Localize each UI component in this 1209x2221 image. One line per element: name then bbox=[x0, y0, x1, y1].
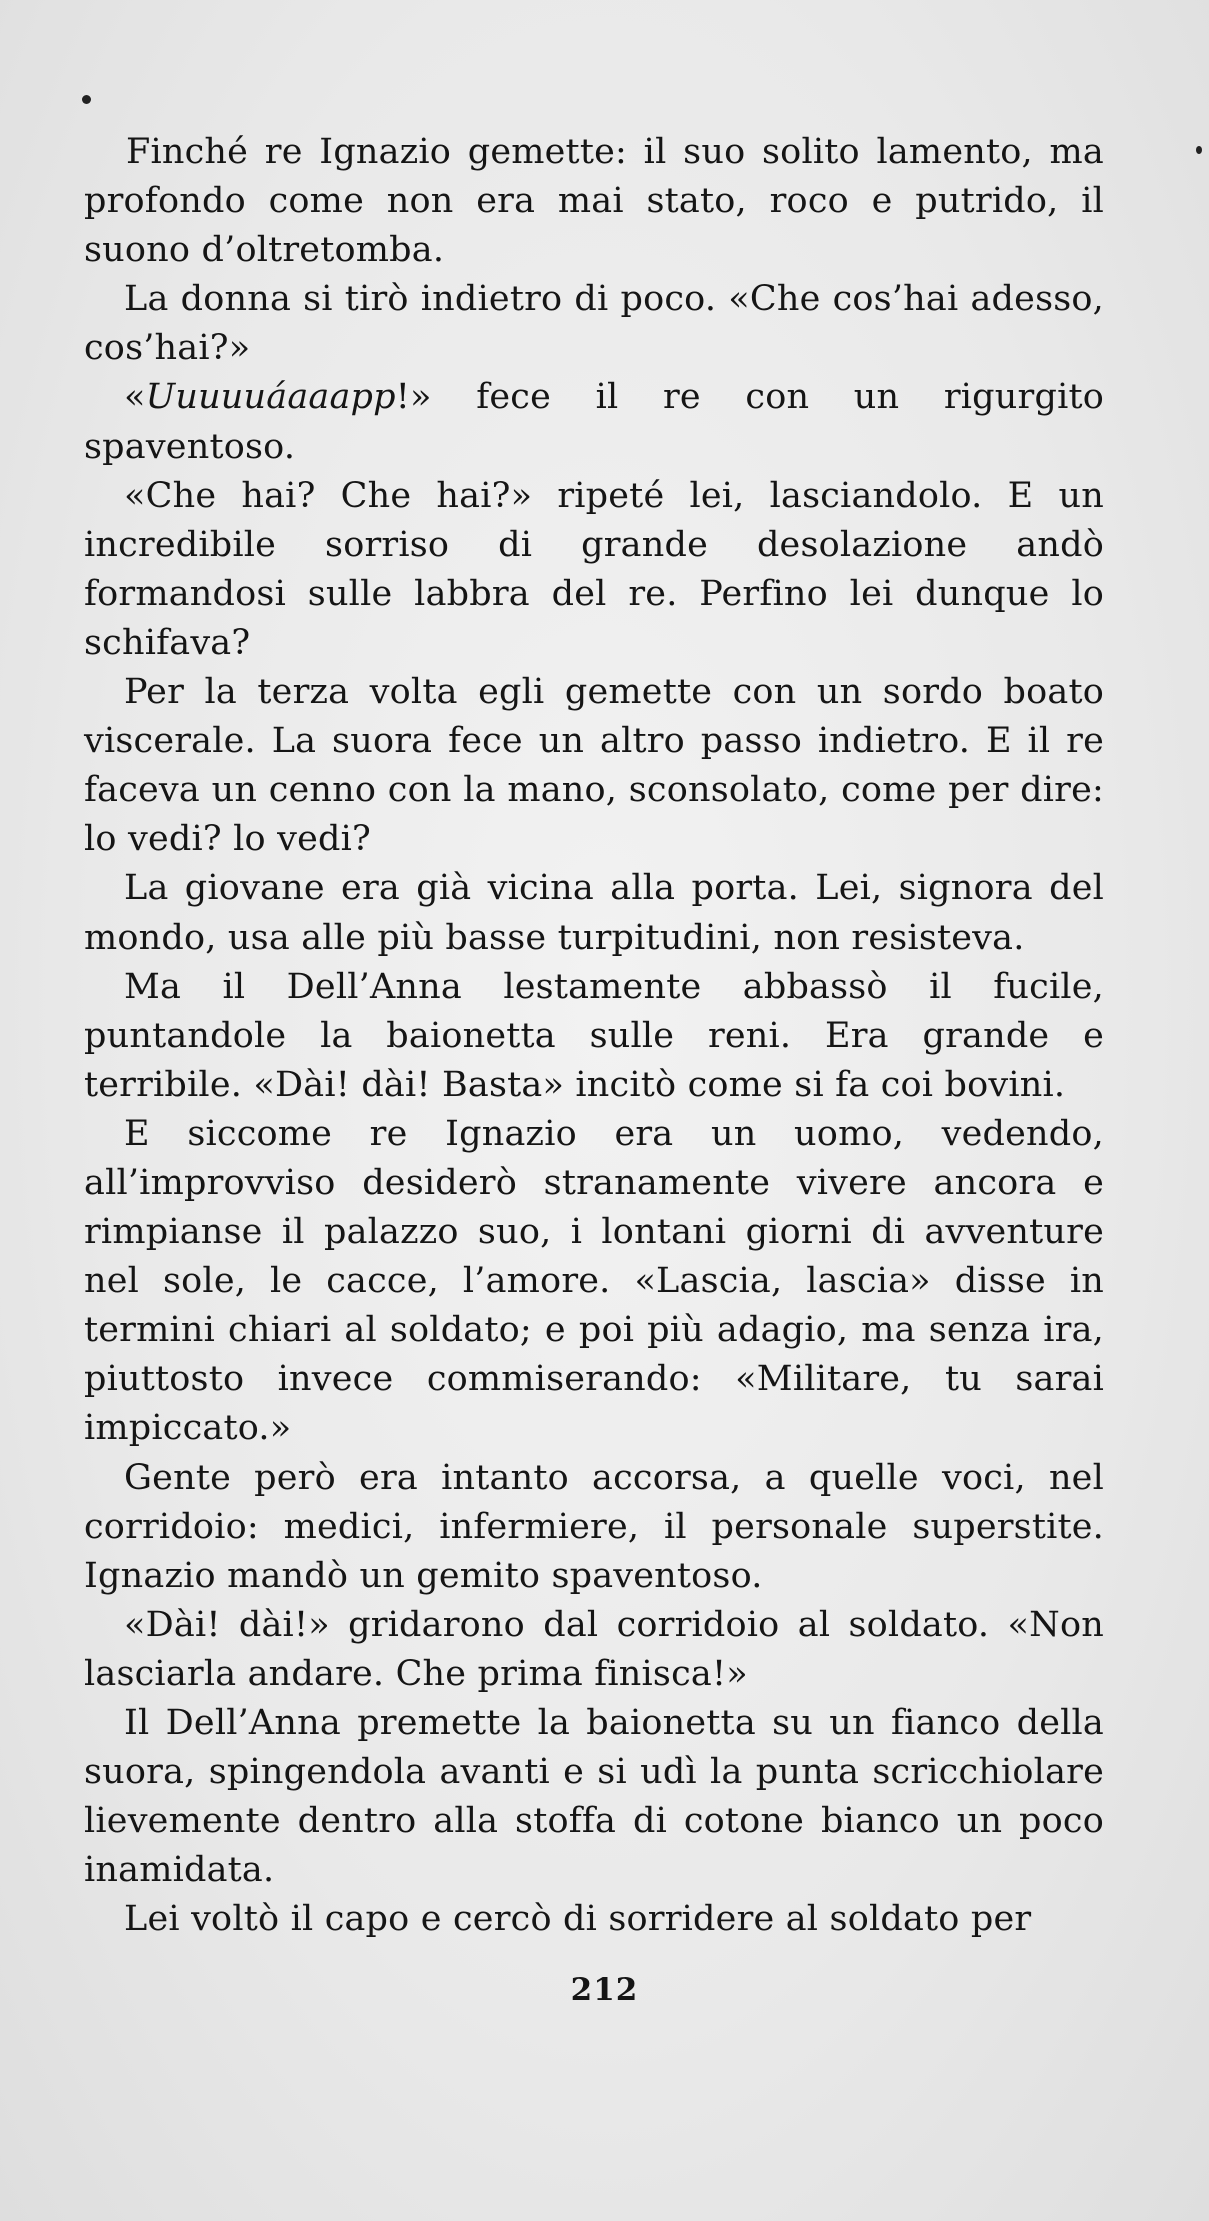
ink-speck bbox=[1196, 146, 1202, 154]
paragraph: Gente però era intanto accorsa, a quelle voci, nel corridoio: medici, infermiere, il personale superstite. Ignazio mandò un gemito spaventoso. bbox=[84, 1457, 1104, 1596]
italic-exclamation: Uuuuuáaaapp bbox=[145, 377, 396, 418]
paragraph: Ma il Dell’Anna lestamente abbassò il fucile, puntandole la baionetta sulle reni. Era grande e terribile. «Dài! dài! Basta» incitò come si fa coi bovini. bbox=[84, 966, 1104, 1105]
paragraph bbox=[84, 373, 1104, 471]
quote-mark: « bbox=[124, 377, 146, 418]
paragraph-rest: !» fece il re con un rigurgito spaventoso. bbox=[84, 377, 1104, 467]
paragraph: La giovane era già vicina alla porta. Lei, signora del mondo, usa alle più basse turpitudini, non resisteva. bbox=[84, 868, 1104, 958]
paragraph: Lei voltò il capo e cercò di sorridere al soldato per bbox=[124, 1899, 1032, 1940]
paragraph: «Che hai? Che hai?» ripeté lei, lasciandolo. E un incredibile sorriso di grande desolazione andò formandosi sulle labbra del re. Perfino lei dunque lo schifava? bbox=[84, 475, 1104, 663]
ink-speck bbox=[82, 95, 91, 104]
body-text bbox=[84, 128, 1104, 1944]
paragraph: Finché re Ignazio gemette: il suo solito lamento, ma profondo come non era mai stato, roco e putrido, il suono d’oltretomba. bbox=[84, 132, 1104, 271]
page-number: 212 bbox=[570, 1972, 639, 2008]
paragraph: Per la terza volta egli gemette con un sordo boato viscerale. La suora fece un altro passo indietro. E il re faceva un cenno con la mano, sconsolato, come per dire: lo vedi? lo vedi? bbox=[84, 672, 1104, 860]
paragraph: «Dài! dài!» gridarono dal corridoio al soldato. «Non lasciarla andare. Che prima finisca!» bbox=[84, 1604, 1104, 1694]
paragraph: Il Dell’Anna premette la baionetta su un fianco della suora, spingendola avanti e si udì la punta scricchiolare lievemente dentro alla stoffa di cotone bianco un poco inamidata. bbox=[84, 1703, 1104, 1891]
paragraph: La donna si tirò indietro di poco. «Che cos’hai adesso, cos’hai?» bbox=[84, 279, 1104, 369]
paragraph: E siccome re Ignazio era un uomo, vedendo, all’improvviso desiderò stranamente vivere ancora e rimpianse il palazzo suo, i lontani giorni di avventure nel sole, le cacce, l’amore. «Lascia, lascia» disse in termini chiari al soldato; e poi più adagio, ma senza ira, piuttosto invece commiserando: «Militare, tu sarai impiccato.» bbox=[84, 1113, 1104, 1449]
